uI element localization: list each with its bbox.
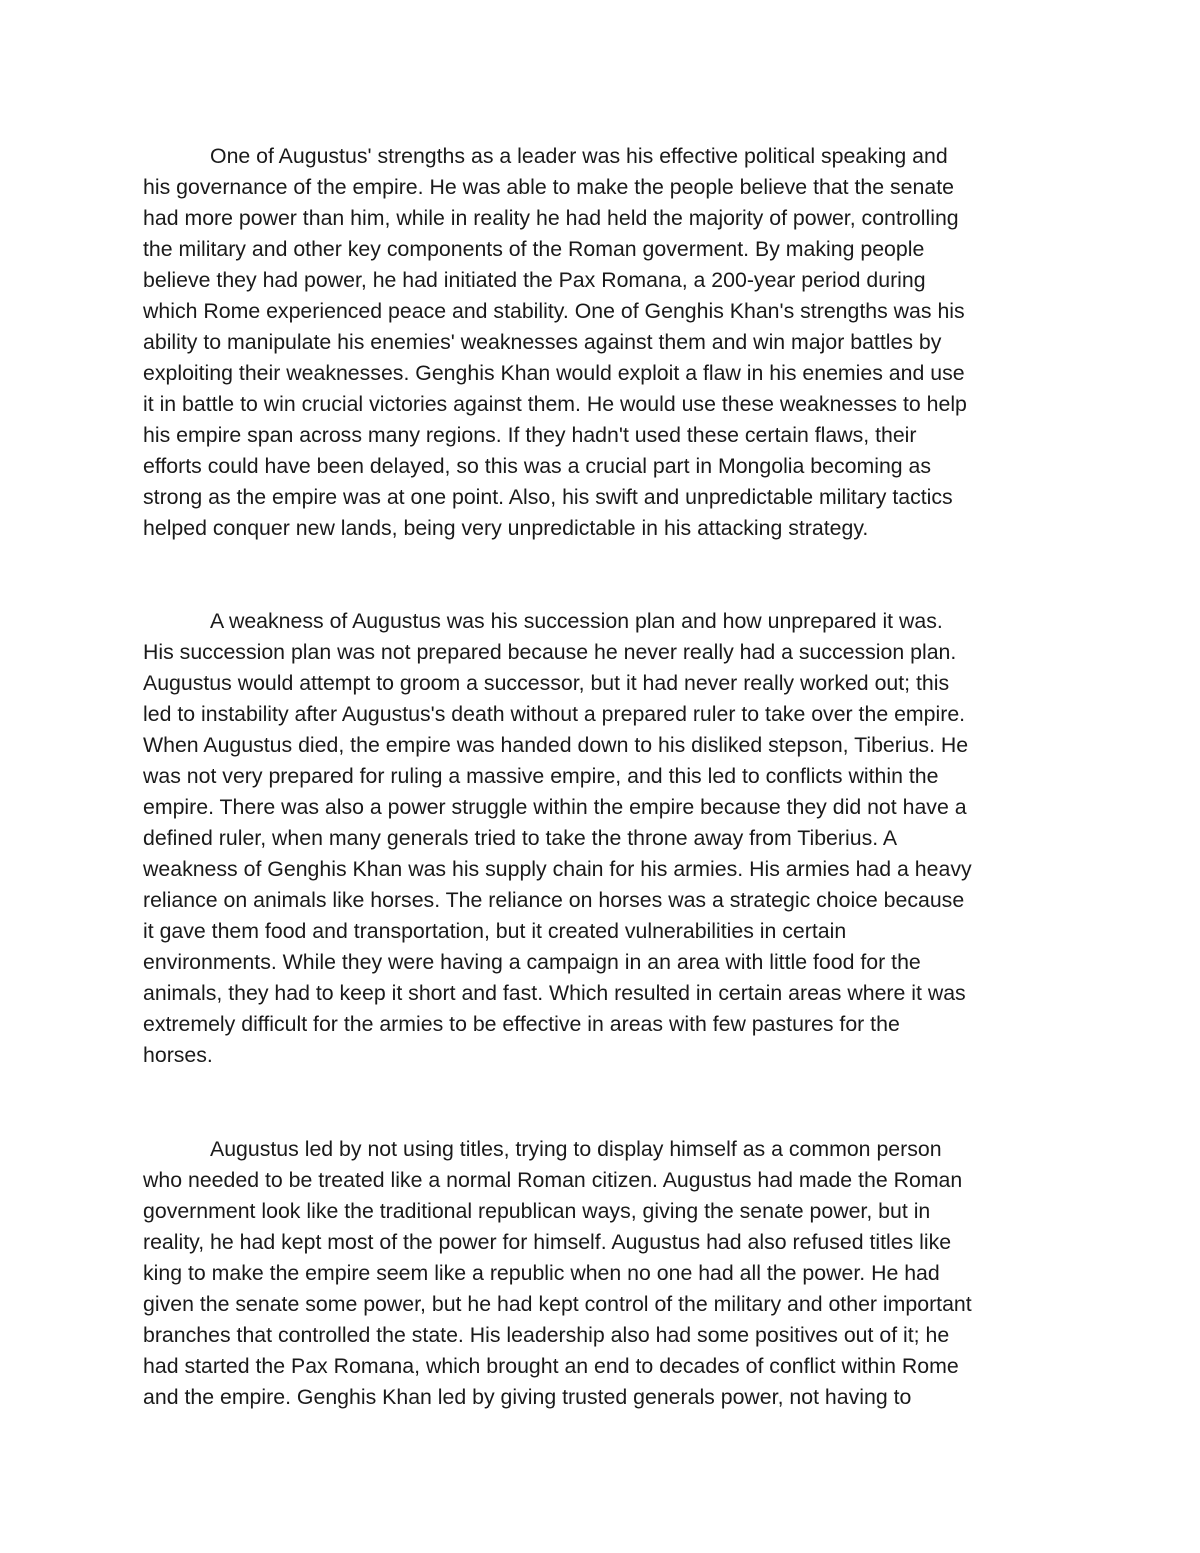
text-line: king to make the empire seem like a republic when no one had all the power. He had bbox=[143, 1261, 940, 1285]
text-line: helped conquer new lands, being very unpredictable in his attacking strategy. bbox=[143, 516, 869, 540]
text-line: the military and other key components of the Roman goverment. By making people bbox=[143, 237, 925, 261]
text-line: had started the Pax Romana, which brought an end to decades of conflict within Rome bbox=[143, 1354, 959, 1378]
text-line: extremely difficult for the armies to be effective in areas with few pastures for the bbox=[143, 1012, 900, 1036]
text-line: it in battle to win crucial victories against them. He would use these weaknesses to help bbox=[143, 392, 967, 416]
text-line: his governance of the empire. He was able to make the people believe that the senate bbox=[143, 175, 954, 199]
text-line: defined ruler, when many generals tried to take the throne away from Tiberius. A bbox=[143, 826, 898, 850]
text-line: led to instability after Augustus's death without a prepared ruler to take over the empire. bbox=[143, 702, 966, 726]
text-line: horses. bbox=[143, 1043, 213, 1067]
text-line: When Augustus died, the empire was handed down to his disliked stepson, Tiberius. He bbox=[143, 733, 969, 757]
text-line: efforts could have been delayed, so this was a crucial part in Mongolia becoming as bbox=[143, 454, 932, 478]
text-line: which Rome experienced peace and stability. One of Genghis Khan's strengths was his bbox=[143, 299, 965, 323]
text-line: was not very prepared for ruling a massive empire, and this led to conflicts within the bbox=[143, 764, 939, 788]
text-line: reliance on animals like horses. The reliance on horses was a strategic choice because bbox=[143, 888, 965, 912]
text-line: who needed to be treated like a normal Roman citizen. Augustus had made the Roman bbox=[143, 1168, 963, 1192]
text-line: Augustus led by not using titles, trying to display himself as a common person bbox=[210, 1137, 942, 1161]
text-line: environments. While they were having a campaign in an area with little food for the bbox=[143, 950, 921, 974]
text-line: reality, he had kept most of the power for himself. Augustus had also refused titles like bbox=[143, 1230, 952, 1254]
text-line: exploiting their weaknesses. Genghis Khan would exploit a flaw in his enemies and use bbox=[143, 361, 965, 385]
text-line: animals, they had to keep it short and fast. Which resulted in certain areas where it was bbox=[143, 981, 966, 1005]
text-line: believe they had power, he had initiated the Pax Romana, a 200-year period during bbox=[143, 268, 926, 292]
text-line: A weakness of Augustus was his succession plan and how unprepared it was. bbox=[210, 609, 943, 633]
text-line: weakness of Genghis Khan was his supply chain for his armies. His armies had a heavy bbox=[143, 857, 972, 881]
text-line: One of Augustus' strengths as a leader was his effective political speaking and bbox=[210, 144, 948, 168]
paragraph-strengths bbox=[143, 141, 1073, 544]
text-line: it gave them food and transportation, but it created vulnerabilities in certain bbox=[143, 919, 847, 943]
text-line: Augustus would attempt to groom a successor, but it had never really worked out; this bbox=[143, 671, 950, 695]
paragraph-leadership bbox=[143, 1134, 1073, 1413]
text-line: strong as the empire was at one point. Also, his swift and unpredictable military tactics bbox=[143, 485, 953, 509]
text-line: had more power than him, while in reality he had held the majority of power, controlling bbox=[143, 206, 959, 230]
text-line: His succession plan was not prepared because he never really had a succession plan. bbox=[143, 640, 957, 664]
text-line: his empire span across many regions. If they hadn't used these certain flaws, their bbox=[143, 423, 917, 447]
text-line: ability to manipulate his enemies' weaknesses against them and win major battles by bbox=[143, 330, 942, 354]
text-line: empire. There was also a power struggle within the empire because they did not have a bbox=[143, 795, 967, 819]
text-line: branches that controlled the state. His leadership also had some positives out of it; he bbox=[143, 1323, 950, 1347]
paragraph-weaknesses bbox=[143, 606, 1073, 1071]
text-line: and the empire. Genghis Khan led by giving trusted generals power, not having to bbox=[143, 1385, 912, 1409]
text-line: given the senate some power, but he had kept control of the military and other important bbox=[143, 1292, 972, 1316]
text-line: government look like the traditional republican ways, giving the senate power, but in bbox=[143, 1199, 931, 1223]
